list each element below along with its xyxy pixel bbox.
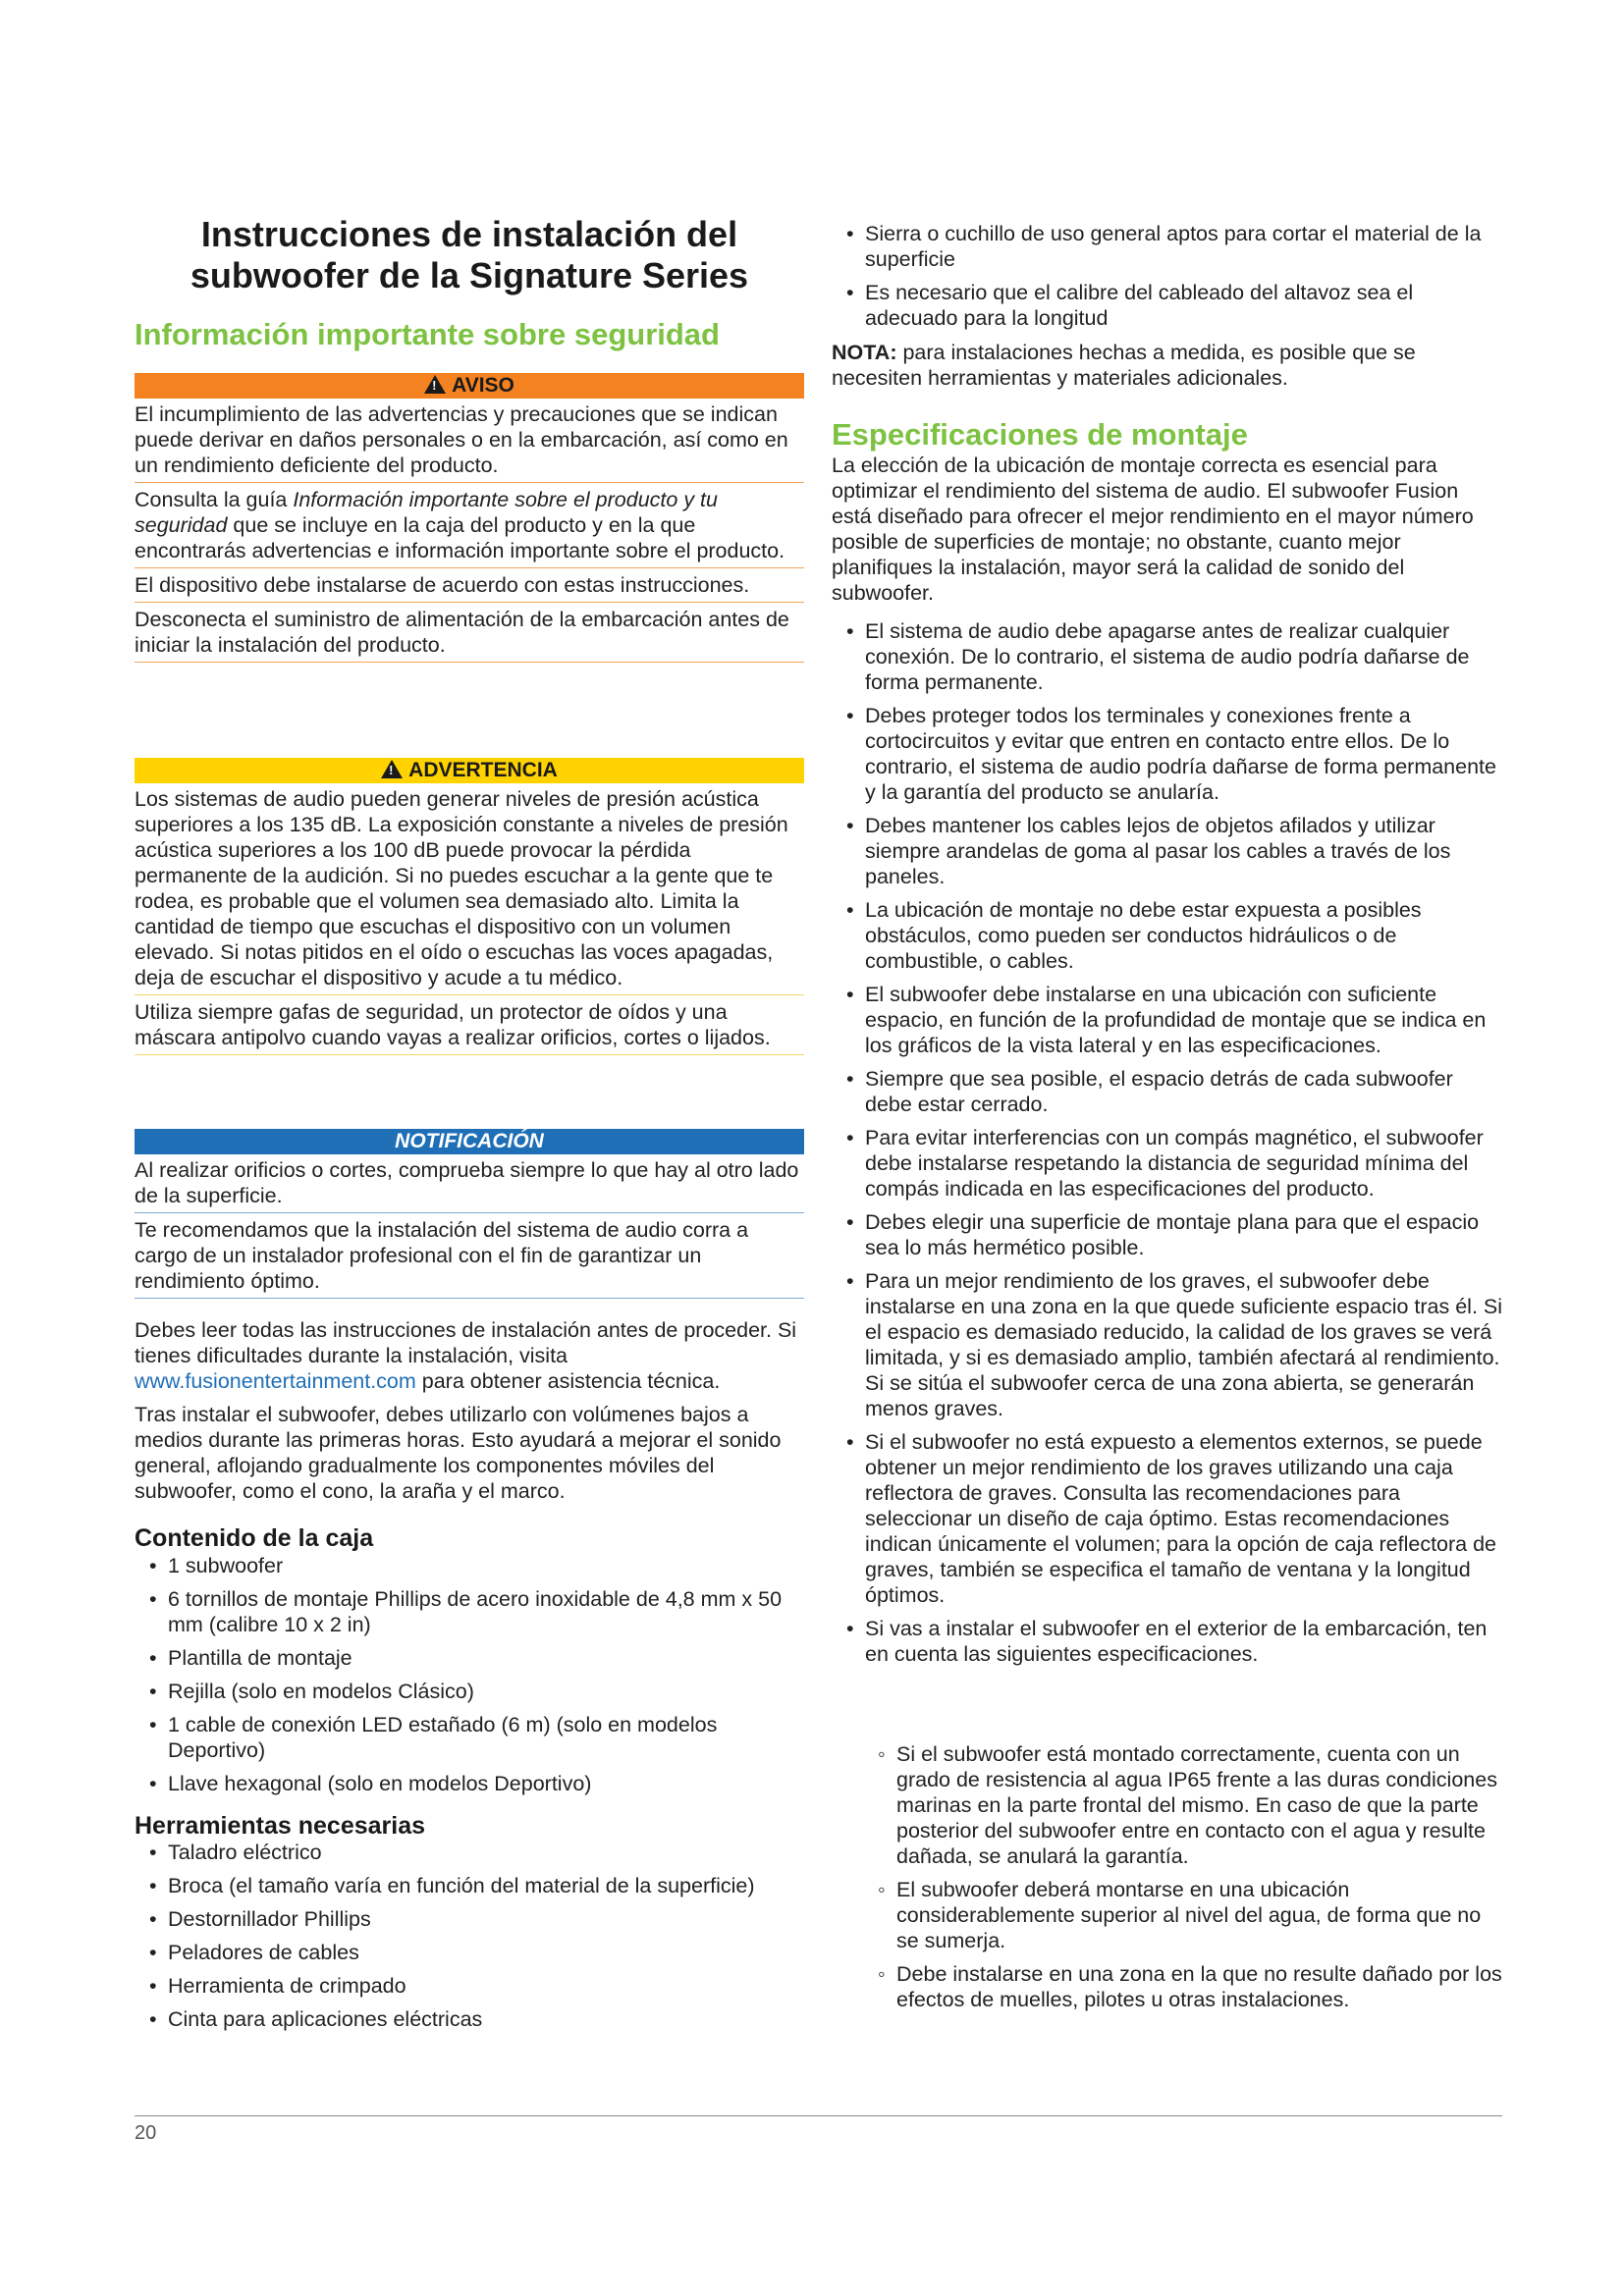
- sub-list-item: ◦ Si el subwoofer está montado correctamente, cuenta con un grado de resistencia al agua IP65 frente a las duras condiciones marinas en la parte frontal del mismo. En caso de que la parte posterior del subwoofer entre en contacto con el agua y resulte dañada, se anulará la garantía.: [832, 1741, 1502, 1869]
- aviso-block: [135, 373, 804, 663]
- website-link[interactable]: www.fusionentertainment.com: [135, 1369, 416, 1393]
- list-item: • El subwoofer debe instalarse en una ubicación con suficiente espacio, en función de la profundidad de montaje que se indica en los gráficos de la vista lateral y en las especificaciones.: [832, 982, 1502, 1058]
- aviso-label: AVISO: [452, 374, 514, 397]
- box-contents-heading: Contenido de la caja: [135, 1524, 374, 1552]
- aviso-paragraph: [135, 568, 804, 603]
- outdoor-sublist: [832, 1741, 1502, 2020]
- list-item: • Cinta para aplicaciones eléctricas: [135, 2006, 804, 2032]
- title-line-1: Instrucciones de instalación del: [200, 214, 738, 254]
- advertencia-text-2: Utiliza siempre gafas de seguridad, un protector de oídos y una máscara antipolvo cuando vayas a realizar orificios, cortes o lijados.: [135, 1000, 771, 1049]
- tools-list: [135, 1840, 804, 2040]
- aviso-banner: [135, 373, 804, 399]
- safety-heading: Información importante sobre seguridad: [135, 317, 720, 351]
- notificacion-block: [135, 1129, 804, 1299]
- list-item: • Si el subwoofer no está expuesto a elementos externos, se puede obtener un mejor rendimiento de los graves utilizando una caja reflectora de graves. Consulta las recomendaciones para seleccionar un diseño de caja óptimo. Estas recomendaciones indican únicamente el volumen; para la opción de caja reflectora de graves, también se especifica el tamaño de ventana y la longitud óptimos.: [832, 1429, 1502, 1608]
- list-item: • Es necesario que el calibre del cableado del altavoz sea el adecuado para la longitud: [832, 280, 1502, 331]
- notificacion-paragraph: [135, 1154, 804, 1213]
- list-item: • Debes elegir una superficie de montaje plana para que el espacio sea lo más hermético posible.: [832, 1209, 1502, 1260]
- list-item: • El sistema de audio debe apagarse antes de realizar cualquier conexión. De lo contrario, el sistema de audio podría dañarse de forma permanente.: [832, 618, 1502, 695]
- list-item: • Destornillador Phillips: [135, 1906, 804, 1932]
- title-line-2: subwoofer de la Signature Series: [189, 255, 749, 295]
- advertencia-paragraph: [135, 995, 804, 1055]
- list-item: • 6 tornillos de montaje Phillips de acero inoxidable de 4,8 mm x 50 mm (calibre 10 x 2 in): [135, 1586, 804, 1637]
- advertencia-text-1: Los sistemas de audio pueden generar niveles de presión acústica superiores a los 135 dB. La exposición constante a niveles de presión acústica superiores a los 100 dB puede provocar la pérdida permanente de la audición. Si no puedes escuchar a la gente que te rodea, es probable que el volumen sea demasiado alto. Limita la cantidad de tiempo que escuchas el dispositivo con un volumen elevado. Si notas pitidos en el oído o escuchas las voces apagadas, deja de escuchar el dispositivo y acude a tu médico.: [135, 787, 788, 989]
- tools-note: NOTA: para instalaciones hechas a medida, es posible que se necesiten herramientas y materiales adicionales.: [832, 341, 1416, 390]
- mounting-heading: Especificaciones de montaje: [832, 417, 1248, 452]
- page-number: 20: [135, 2122, 157, 2144]
- aviso-paragraph: [135, 399, 804, 483]
- aviso-text-4: Desconecta el suministro de alimentación de la embarcación antes de iniciar la instalación del producto.: [135, 608, 789, 657]
- notificacion-text-2: Te recomendamos que la instalación del sistema de audio corra a cargo de un instalador profesional con el fin de garantizar un rendimiento óptimo.: [135, 1218, 749, 1293]
- aviso-text-2: Consulta la guía Información importante sobre el producto y tu seguridad que se incluye en la caja del producto y en la que encontrarás advertencias e información importante sobre el producto.: [135, 488, 785, 562]
- list-item: • Debes proteger todos los terminales y conexiones frente a cortocircuitos y evitar que entren en contacto entre ellos. De lo contrario, el sistema de audio podría dañarse de forma permanente y la garantía del producto se anularía.: [832, 703, 1502, 805]
- list-item: • Siempre que sea posible, el espacio detrás de cada subwoofer debe estar cerrado.: [832, 1066, 1502, 1117]
- box-contents-list: [135, 1553, 804, 1804]
- list-item: • Para evitar interferencias con un compás magnético, el subwoofer debe instalarse respetando la distancia de seguridad mínima del compás indicada en las especificaciones del producto.: [832, 1125, 1502, 1201]
- tools-heading: Herramientas necesarias: [135, 1812, 426, 1840]
- warning-triangle-icon: [381, 760, 403, 778]
- list-item: • Taladro eléctrico: [135, 1840, 804, 1865]
- notificacion-paragraph: [135, 1213, 804, 1299]
- sub-list-item: ◦ El subwoofer deberá montarse en una ubicación considerablemente superior al nivel del agua, de forma que no se sumerja.: [832, 1877, 1502, 1953]
- advertencia-label: ADVERTENCIA: [408, 759, 558, 781]
- list-item: • Broca (el tamaño varía en función del material de la superficie): [135, 1873, 804, 1898]
- aviso-paragraph: [135, 603, 804, 663]
- tools-list-continued: [832, 221, 1502, 339]
- list-item: • Rejilla (solo en modelos Clásico): [135, 1679, 804, 1704]
- notificacion-banner: [135, 1129, 804, 1154]
- list-item: • Sierra o cuchillo de uso general aptos para cortar el material de la superficie: [832, 221, 1502, 272]
- list-item: • Plantilla de montaje: [135, 1645, 804, 1671]
- list-item: • Llave hexagonal (solo en modelos Deportivo): [135, 1771, 804, 1796]
- notificacion-text-1: Al realizar orificios o cortes, comprueba siempre lo que hay al otro lado de la superficie.: [135, 1158, 799, 1207]
- list-item: • 1 cable de conexión LED estañado (6 m) (solo en modelos Deportivo): [135, 1712, 804, 1763]
- mounting-intro: La elección de la ubicación de montaje correcta es esencial para optimizar el rendimiento del sistema de audio. El subwoofer Fusion está diseñado para ofrecer el mejor rendimiento en el mayor número posible de superficies de montaje; no obstante, cuanto mejor planifiques la instalación, mayor será la calidad de sonido del subwoofer.: [832, 454, 1474, 605]
- break-in-paragraph: Tras instalar el subwoofer, debes utilizarlo con volúmenes bajos a medios durante las primeras horas. Esto ayudará a mejorar el sonido general, aflojando gradualmente los componentes móviles del subwoofer, como el cono, la araña y el marco.: [135, 1403, 782, 1503]
- list-item: • Si vas a instalar el subwoofer en el exterior de la embarcación, ten en cuenta las siguientes especificaciones.: [832, 1616, 1502, 1667]
- list-item: • Peladores de cables: [135, 1940, 804, 1965]
- aviso-paragraph: [135, 483, 804, 568]
- document-title: [135, 214, 804, 296]
- list-item: • Para un mejor rendimiento de los graves, el subwoofer debe instalarse en una zona en la que quede suficiente espacio tras él. Si el espacio es demasiado reducido, la calidad de los graves se verá limitada, y si es demasiado amplio, también afectará al rendimiento. Si se sitúa el subwoofer cerca de una zona abierta, se generarán menos graves.: [832, 1268, 1502, 1421]
- advertencia-block: [135, 758, 804, 1055]
- footer-divider: [135, 2115, 1502, 2116]
- advertencia-banner: [135, 758, 804, 783]
- list-item: • Debes mantener los cables lejos de objetos afilados y utilizar siempre arandelas de goma al pasar los cables a través de los paneles.: [832, 813, 1502, 889]
- sub-list-item: ◦ Debe instalarse en una zona en la que no resulte dañado por los efectos de muelles, pilotes u otras instalaciones.: [832, 1961, 1502, 2012]
- read-instructions-paragraph: Debes leer todas las instrucciones de instalación antes de proceder. Si tienes dificultades durante la instalación, visita www.fusionentertainment.com para obtener asistencia técnica.: [135, 1318, 797, 1393]
- warning-triangle-icon: [424, 375, 446, 394]
- advertencia-paragraph: [135, 783, 804, 995]
- aviso-text-3: El dispositivo debe instalarse de acuerdo con estas instrucciones.: [135, 573, 750, 597]
- list-item: • Herramienta de crimpado: [135, 1973, 804, 1999]
- list-item: • La ubicación de montaje no debe estar expuesta a posibles obstáculos, como pueden ser conductos hidráulicos o de combustible, o cables.: [832, 897, 1502, 974]
- aviso-text-1: El incumplimiento de las advertencias y precauciones que se indican puede derivar en daños personales o en la embarcación, así como en un rendimiento deficiente del producto.: [135, 402, 788, 477]
- notificacion-label: NOTIFICACIÓN: [395, 1130, 544, 1152]
- mounting-list: [832, 618, 1502, 1675]
- list-item: • 1 subwoofer: [135, 1553, 804, 1578]
